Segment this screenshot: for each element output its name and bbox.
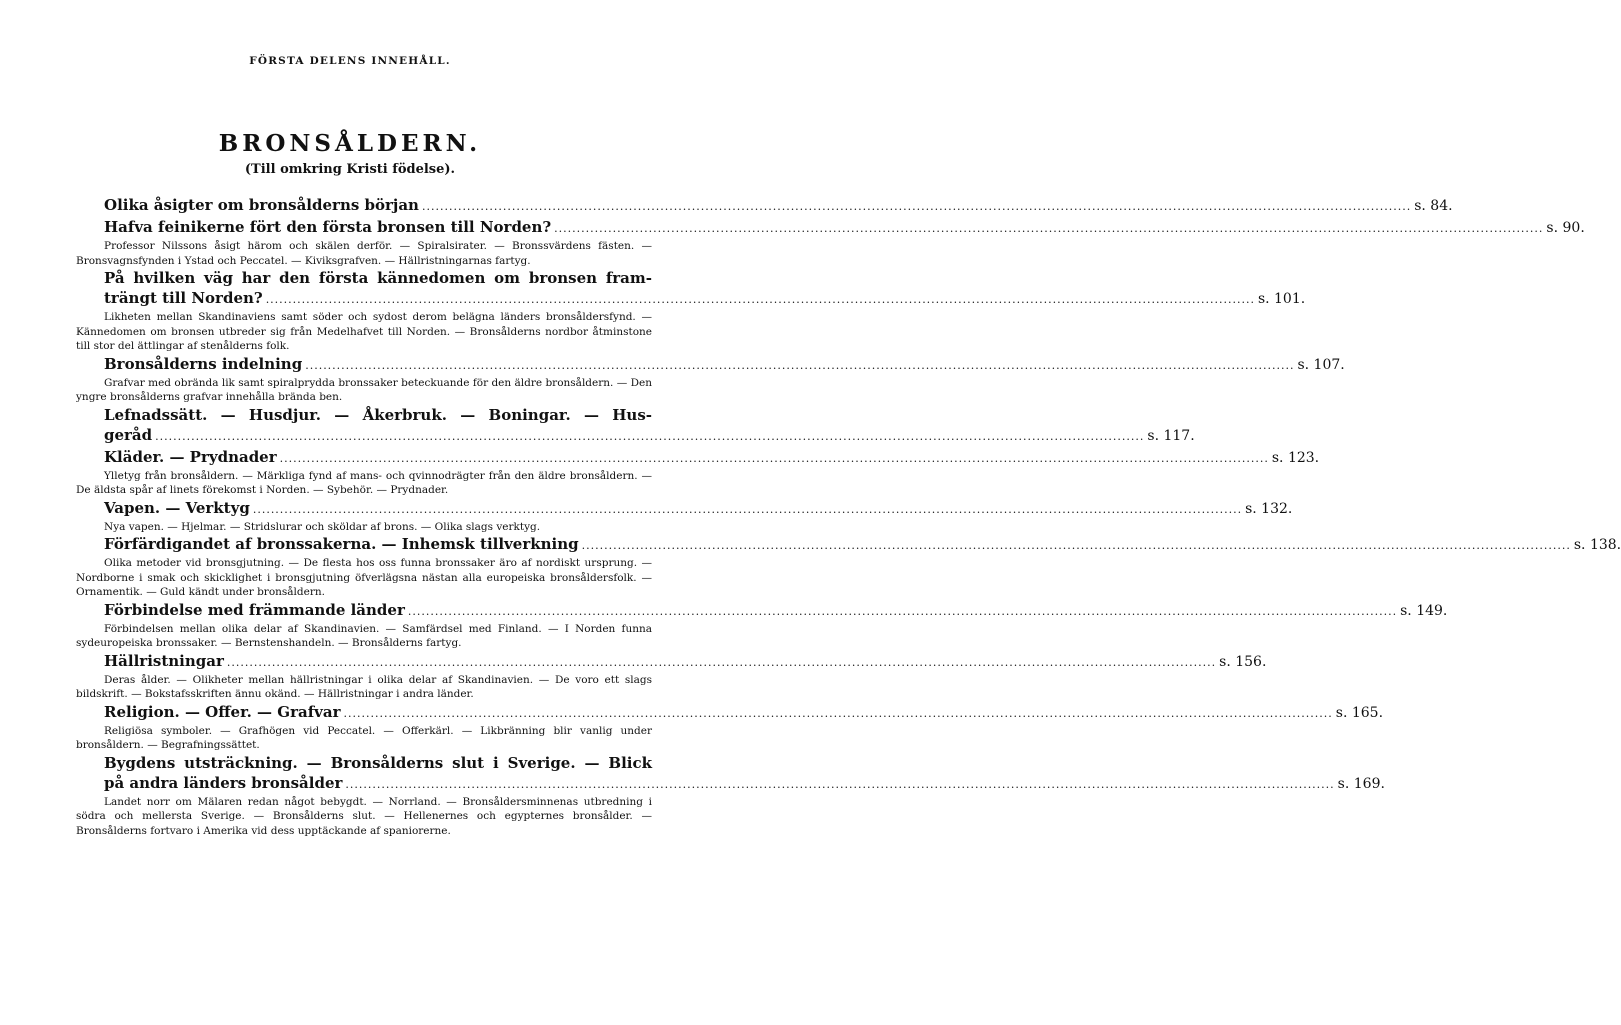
toc-entry-heading <box>104 447 1320 469</box>
toc-entry-description: Nya vapen. — Hjelmar. — Stridslurar och sköldar af brons. — Olika slags verktyg. <box>104 520 541 533</box>
toc-entry-heading <box>104 534 1621 556</box>
toc-entry <box>76 217 1585 268</box>
toc-entry-description: Likheten mellan Skandinaviens samt söder och sydost derom belägna länders bronsåldersfynd. — Kännedomen om bronsen utbreder sig från Medelhafvet till Norden. — Bronsålderns nordbor åtminstone till stor del ättlingar af stenålderns folk. <box>76 311 652 352</box>
toc-entry-heading <box>104 354 1345 376</box>
dot-leader: ............................................................................................................................................................................................................................ <box>155 429 1145 443</box>
toc-entry-description: Grafvar med obrända lik samt spiralprydda bronssaker beteckuande för den äldre bronsåldern. — Den yngre bronsålderns grafvar innehålla brända ben. <box>76 376 652 403</box>
toc-entry-page-number: s. 132. <box>1245 500 1293 517</box>
toc-entry-page-number: s. 138. <box>1573 537 1621 553</box>
toc-entry-page-number: s. 107. <box>1297 356 1345 373</box>
dot-leader: ............................................................................................................................................................................................................................ <box>345 777 1335 791</box>
toc-entry <box>76 651 1267 702</box>
toc-entry-title: Hällristningar <box>104 651 224 670</box>
dot-leader: ............................................................................................................................................................................................................................ <box>265 293 1255 306</box>
toc-entry-title: Olika åsigter om bronsålderns början <box>104 196 419 214</box>
toc-entry-heading <box>104 425 1195 447</box>
toc-entry-description: Religiösa symboler. — Grafhögen vid Peccatel. — Offerkärl. — Likbränning blir vanlig under bronsåldern. — Begrafningssättet. <box>76 724 652 751</box>
toc-entry-heading <box>104 195 1453 217</box>
toc-entry-heading-line1: På hvilken väg har den första kännedomen om bronsen fram- <box>104 269 652 287</box>
toc-entry <box>76 447 1320 498</box>
dot-leader: ............................................................................................................................................................................................................................ <box>279 451 1269 465</box>
toc-entry <box>76 268 1306 354</box>
toc-entry-heading-line1: Lefnadssätt. — Husdjur. — Åkerbruk. — Boningar. — Hus- <box>104 405 652 424</box>
toc-entry-page-number: s. 165. <box>1335 704 1384 721</box>
toc-entry-description: Deras ålder. — Olikheter mellan hällristningar i olika delar af Skandinavien. — De voro ett slags bildskrift. — Bokstafsskriften ännu okänd. — Hällristningar i andra länder. <box>76 673 652 700</box>
dot-leader: ............................................................................................................................................................................................................................ <box>554 222 1544 235</box>
toc-entry-page-number: s. 117. <box>1147 427 1195 444</box>
toc-entry-heading <box>104 498 1293 520</box>
toc-entry <box>76 354 1345 405</box>
chapter-title: BRONSÅLDERN. <box>218 130 482 157</box>
toc-entry-heading <box>104 217 1585 239</box>
toc-entry-title: Kläder. — Prydnader <box>104 447 277 466</box>
table-of-contents <box>76 195 1621 838</box>
toc-entry-heading <box>104 773 1385 795</box>
toc-entry-title: Vapen. — Verktyg <box>104 498 250 517</box>
toc-entry-title: geråd <box>104 425 153 444</box>
toc-entry-heading <box>104 600 1448 622</box>
toc-entry <box>76 534 1621 600</box>
toc-entry <box>104 405 1195 447</box>
toc-entry-heading <box>104 651 1267 673</box>
toc-entry-heading-line1: Bygdens utsträckning. — Bronsålderns slut i Sverige. — Blick <box>104 753 652 772</box>
dot-leader: ............................................................................................................................................................................................................................ <box>407 604 1398 618</box>
toc-entry-page-number: s. 123. <box>1271 449 1320 466</box>
running-head: FÖRSTA DELENS INNEHÅLL. <box>249 55 451 67</box>
toc-entry-description: Förbindelsen mellan olika delar af Skandinavien. — Samfärdsel med Finland. — I Norden funna sydeuropeiska bronssaker. — Bernstenshandeln. — Bronsålderns fartyg. <box>76 622 652 649</box>
toc-entry-page-number: s. 156. <box>1219 653 1267 670</box>
toc-entry-description: Ylletyg från bronsåldern. — Märkliga fynd af mans- och qvinnodrägter från den äldre bronsåldern. — De äldsta spår af linets förekomst i Norden. — Sybehör. — Prydnader. <box>76 469 652 496</box>
toc-entry-page-number: s. 169. <box>1337 775 1385 792</box>
toc-entry-title: på andra länders bronsålder <box>104 773 343 792</box>
chapter-subtitle: (Till omkring Kristi födelse). <box>244 162 456 177</box>
toc-entry-title: Religion. — Offer. — Grafvar <box>104 702 341 721</box>
toc-entry-heading <box>104 288 1306 310</box>
toc-entry-title: Förfärdigandet af bronssakerna. — Inhemsk tillverkning <box>104 535 579 553</box>
toc-entry-title: trängt till Norden? <box>104 289 263 307</box>
dot-leader: ............................................................................................................................................................................................................................ <box>343 706 1333 720</box>
dot-leader: ............................................................................................................................................................................................................................ <box>421 200 1412 213</box>
toc-entry-page-number: s. 101. <box>1257 291 1306 307</box>
toc-entry <box>76 600 1448 651</box>
toc-entry <box>104 195 1453 217</box>
toc-entry-description: Landet norr om Mälaren redan något bebygdt. — Norrland. — Bronsåldersminnenas utbredning i södra och mellersta Sverige. — Bronsålderns slut. — Hellenernes och egypternes bronsålder. — Bronsålderns fortvaro i Amerika vid dess upptäckande af spaniorerne. <box>76 795 652 837</box>
toc-entry <box>104 498 1293 535</box>
toc-entry-page-number: s. 149. <box>1400 602 1448 619</box>
toc-entry <box>76 702 1384 753</box>
toc-entry-heading <box>104 702 1384 724</box>
toc-entry-title: Förbindelse med främmande länder <box>104 600 405 619</box>
toc-entry <box>76 753 1385 839</box>
toc-entry-title: Hafva feinikerne fört den första bronsen till Norden? <box>104 218 552 236</box>
toc-entry-page-number: s. 90. <box>1546 220 1585 236</box>
dot-leader: ............................................................................................................................................................................................................................ <box>226 655 1217 669</box>
toc-entry-description: Professor Nilssons åsigt härom och skälen derför. — Spiralsirater. — Bronssvärdens fästen. — Bronsvagnsfynden i Ystad och Peccatel. — Kiviksgrafven. — Hällristningarnas fartyg. <box>76 240 652 267</box>
dot-leader: ............................................................................................................................................................................................................................ <box>252 502 1243 516</box>
toc-entry-title: Bronsålderns indelning <box>104 354 303 373</box>
dot-leader: ............................................................................................................................................................................................................................ <box>305 358 1295 372</box>
dot-leader: ............................................................................................................................................................................................................................ <box>581 539 1571 552</box>
toc-entry-description: Olika metoder vid bronsgjutning. — De flesta hos oss funna bronssaker äro af nordiskt ursprung. — Nordborne i smak och skicklighet i bronsgjutning öfverlägsna nästan alla europeiska bronsåldersfolk. — Ornamentik. — Guld kändt under bronsåldern. <box>76 557 652 598</box>
toc-entry-page-number: s. 84. <box>1414 198 1453 214</box>
